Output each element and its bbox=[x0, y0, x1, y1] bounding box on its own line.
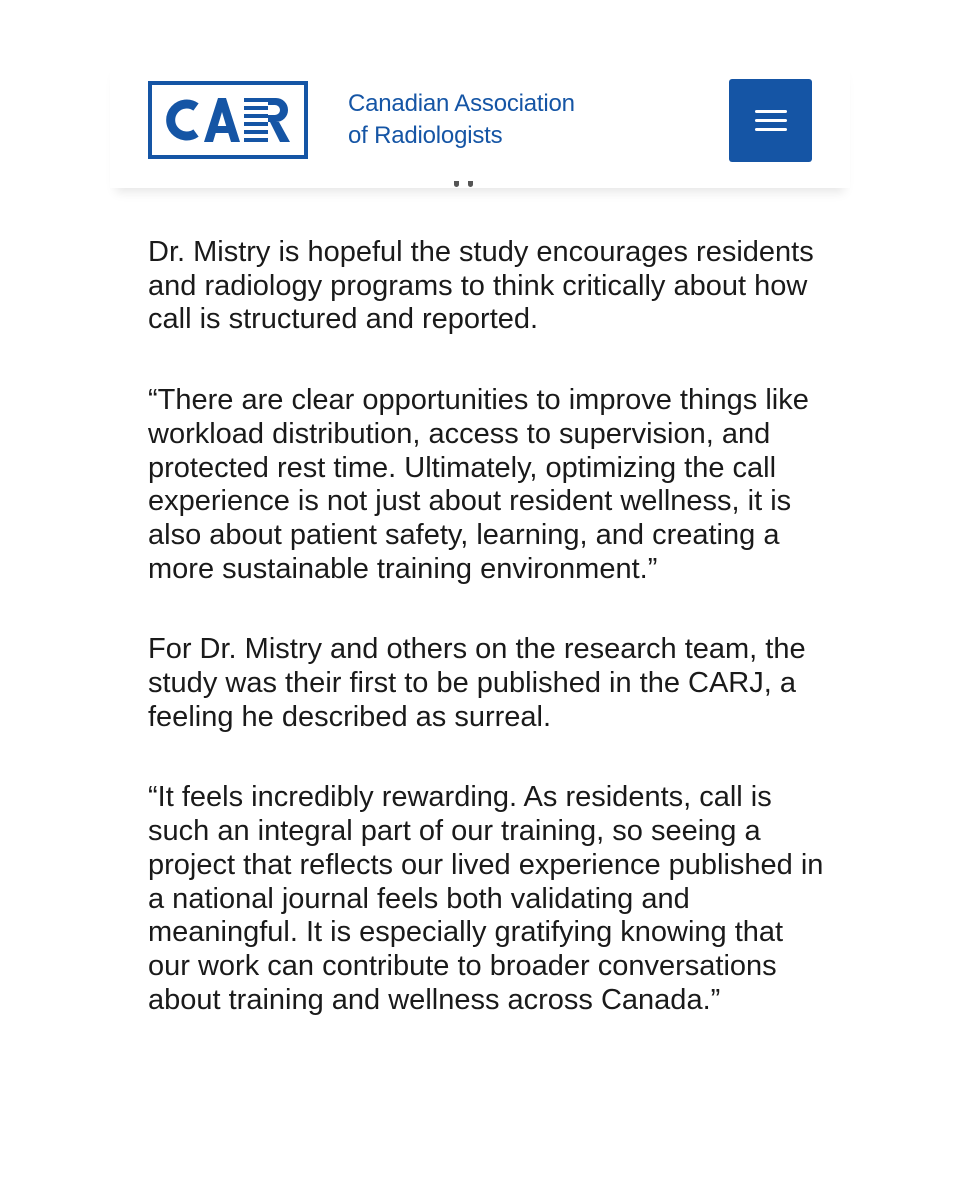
car-logo-mark bbox=[152, 85, 304, 155]
organization-name bbox=[348, 88, 575, 152]
organization-name-line-2: of Radiologists bbox=[348, 122, 503, 149]
article-paragraph: “There are clear opportunities to improve things like workload distribution, access to supervision, and protected rest time. Ultimately, optimizing the call experience is not just about resident wellness, it is also about patient safety, learning, and creating a more sustainable training environment.” bbox=[148, 384, 809, 585]
article-body bbox=[148, 236, 828, 1064]
menu-button[interactable] bbox=[729, 79, 812, 162]
article-paragraph: For Dr. Mistry and others on the research team, the study was their first to be published in the CARJ, a feeling he described as surreal. bbox=[148, 633, 806, 733]
article-paragraph: “It feels incredibly rewarding. As residents, call is such an integral part of our training, so seeing a project that reflects our lived experience published in a national journal feels both validating and meaningful. It is especially gratifying knowing that our work can contribute to broader conversations about training and wellness across Canada.” bbox=[148, 781, 824, 1016]
article-paragraph: Dr. Mistry is hopeful the study encourages residents and radiology programs to think critically about how call is structured and reported. bbox=[148, 236, 814, 336]
site-header bbox=[110, 60, 850, 188]
scrolled-text-fragment bbox=[440, 181, 510, 189]
organization-name-line-1: Canadian Association bbox=[348, 90, 575, 117]
car-logo[interactable] bbox=[148, 81, 308, 159]
